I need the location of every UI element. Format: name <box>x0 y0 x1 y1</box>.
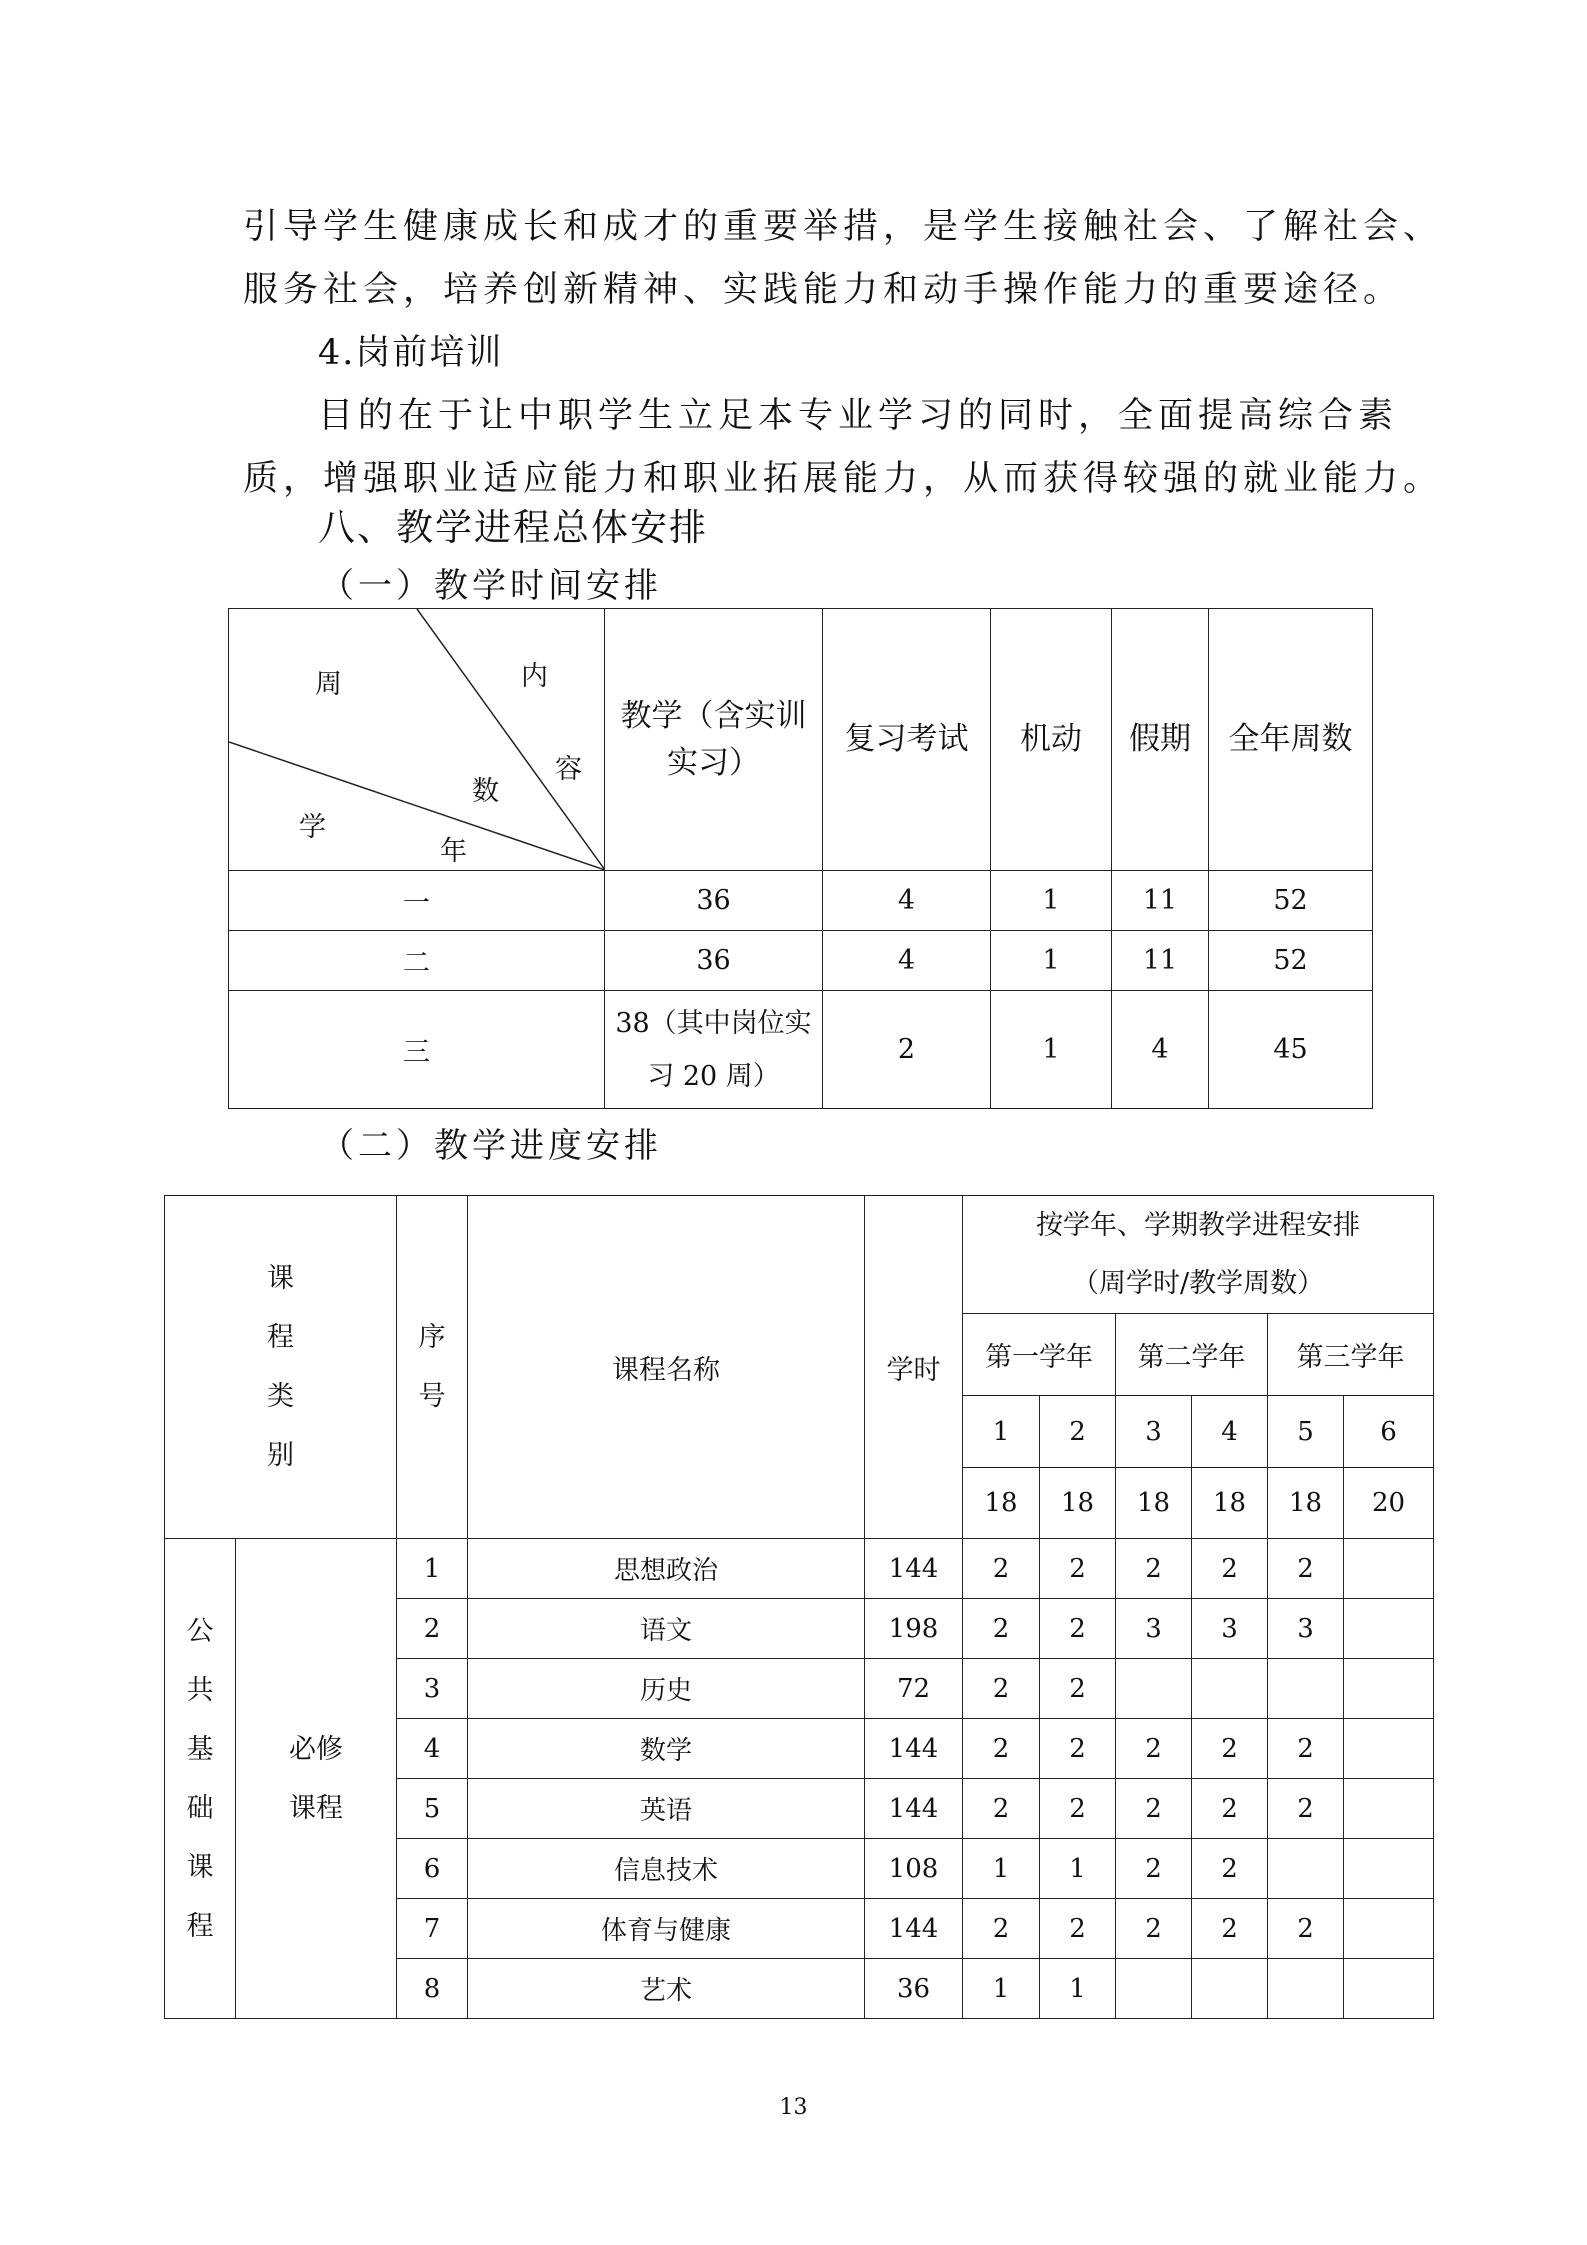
row-term <box>1344 1839 1434 1899</box>
row-name: 语文 <box>468 1599 865 1659</box>
row-term: 2 <box>963 1539 1040 1599</box>
header-weeks: 18 <box>963 1468 1040 1539</box>
teach-cell-line-1: 38（其中岗位实 <box>615 1007 812 1039</box>
header-seq-char: 号 <box>418 1381 446 1412</box>
section-4-line-2: 质，增强职业适应能力和职业拓展能力，从而获得较强的就业能力。 <box>243 459 1444 499</box>
row-hours: 198 <box>865 1599 963 1659</box>
flex-cell: 1 <box>991 871 1112 931</box>
time-table-header-row <box>229 609 1373 871</box>
subsection-2-title: （二）教学进度安排 <box>320 1126 662 1166</box>
row-term: 2 <box>963 1719 1040 1779</box>
corner-label-nian: 年 <box>440 836 467 867</box>
row-term: 2 <box>1268 1779 1344 1839</box>
header-teaching-line-2: 实习） <box>667 744 760 781</box>
row-term <box>1268 1959 1344 2019</box>
section-4-title: 4.岗前培训 <box>318 333 504 373</box>
holiday-cell: 4 <box>1112 991 1209 1109</box>
group-char: 基 <box>186 1733 214 1765</box>
row-term: 1 <box>1040 1839 1116 1899</box>
row-term: 1 <box>1040 1959 1116 2019</box>
row-term <box>1268 1839 1344 1899</box>
teach-cell: 36 <box>605 871 823 931</box>
header-term: 5 <box>1268 1396 1344 1468</box>
row-term: 1 <box>963 1959 1040 2019</box>
row-no: 7 <box>397 1899 468 1959</box>
header-category-char: 类 <box>267 1381 294 1412</box>
header-seq-char: 序 <box>418 1322 446 1353</box>
header-term: 3 <box>1116 1396 1192 1468</box>
row-term: 1 <box>963 1839 1040 1899</box>
teach-cell <box>605 991 823 1109</box>
header-teaching-line-1: 教学（含实训 <box>620 697 807 734</box>
row-term: 2 <box>1040 1899 1116 1959</box>
row-hours: 144 <box>865 1899 963 1959</box>
header-holiday: 假期 <box>1112 609 1209 871</box>
row-term <box>1344 1959 1434 2019</box>
corner-label-shu: 数 <box>472 776 499 807</box>
row-term: 2 <box>1192 1839 1268 1899</box>
time-table-row <box>229 991 1373 1109</box>
header-teaching <box>605 609 823 871</box>
row-no: 3 <box>397 1659 468 1719</box>
exam-cell: 2 <box>823 991 991 1109</box>
row-term: 2 <box>963 1659 1040 1719</box>
row-term: 2 <box>1192 1539 1268 1599</box>
row-name: 体育与健康 <box>468 1899 865 1959</box>
time-table <box>228 608 1373 1109</box>
corner-diagonal-lines <box>229 609 605 870</box>
row-term: 2 <box>1268 1899 1344 1959</box>
teach-cell: 36 <box>605 931 823 991</box>
row-term: 3 <box>1192 1599 1268 1659</box>
corner-label-nei: 内 <box>521 661 548 692</box>
row-hours: 72 <box>865 1659 963 1719</box>
group-public-basic <box>165 1539 236 2019</box>
row-term: 2 <box>1116 1899 1192 1959</box>
group-required-line-2: 课程 <box>289 1792 343 1824</box>
row-no: 5 <box>397 1779 468 1839</box>
row-hours: 144 <box>865 1779 963 1839</box>
header-term: 6 <box>1344 1396 1434 1468</box>
group-char: 公 <box>186 1615 214 1647</box>
subsection-1-title: （一）教学时间安排 <box>320 566 662 606</box>
header-weeks: 18 <box>1116 1468 1192 1539</box>
row-term <box>1344 1539 1434 1599</box>
row-term <box>1344 1719 1434 1779</box>
row-no: 8 <box>397 1959 468 2019</box>
row-term: 3 <box>1116 1599 1192 1659</box>
corner-label-zhou: 周 <box>315 669 342 700</box>
header-flex: 机动 <box>991 609 1112 871</box>
row-term: 2 <box>1192 1899 1268 1959</box>
header-plan <box>963 1196 1434 1314</box>
year-cell: 三 <box>229 991 605 1109</box>
group-char: 课 <box>186 1851 214 1883</box>
row-term <box>1268 1659 1344 1719</box>
row-term: 2 <box>963 1779 1040 1839</box>
header-year-3: 第三学年 <box>1268 1314 1434 1396</box>
row-no: 6 <box>397 1839 468 1899</box>
header-category <box>165 1196 397 1539</box>
year-cell: 一 <box>229 871 605 931</box>
header-year-1: 第一学年 <box>963 1314 1116 1396</box>
row-hours: 144 <box>865 1719 963 1779</box>
row-term: 2 <box>1116 1779 1192 1839</box>
group-required-line-1: 必修 <box>289 1733 343 1765</box>
row-term: 2 <box>1116 1539 1192 1599</box>
row-name: 信息技术 <box>468 1839 865 1899</box>
total-cell: 52 <box>1209 871 1373 931</box>
time-table-row <box>229 931 1373 991</box>
row-term <box>1192 1959 1268 2019</box>
header-course-name: 课程名称 <box>468 1196 865 1539</box>
row-term <box>1192 1659 1268 1719</box>
row-name: 艺术 <box>468 1959 865 2019</box>
row-term: 2 <box>963 1599 1040 1659</box>
teach-cell-line-2: 习 20 周） <box>647 1060 780 1092</box>
flex-cell: 1 <box>991 991 1112 1109</box>
row-no: 1 <box>397 1539 468 1599</box>
row-term: 2 <box>1116 1839 1192 1899</box>
header-total-weeks: 全年周数 <box>1209 609 1373 871</box>
schedule-header-row-1 <box>165 1196 1434 1314</box>
row-no: 2 <box>397 1599 468 1659</box>
time-table-row <box>229 871 1373 931</box>
row-name: 思想政治 <box>468 1539 865 1599</box>
table-row <box>165 1539 1434 1599</box>
header-category-char: 别 <box>267 1440 294 1471</box>
row-term <box>1344 1659 1434 1719</box>
header-exam: 复习考试 <box>823 609 991 871</box>
header-hours: 学时 <box>865 1196 963 1539</box>
row-term: 2 <box>1116 1719 1192 1779</box>
row-term <box>1116 1659 1192 1719</box>
page-number: 13 <box>779 2095 808 2120</box>
row-name: 数学 <box>468 1719 865 1779</box>
row-no: 4 <box>397 1719 468 1779</box>
header-category-char: 程 <box>267 1322 294 1353</box>
total-cell: 45 <box>1209 991 1373 1109</box>
flex-cell: 1 <box>991 931 1112 991</box>
total-cell: 52 <box>1209 931 1373 991</box>
row-term: 2 <box>1192 1779 1268 1839</box>
intro-line-2: 服务社会，培养创新精神、实践能力和动手操作能力的重要途径。 <box>243 270 1404 310</box>
row-term: 2 <box>963 1899 1040 1959</box>
row-term: 2 <box>1268 1539 1344 1599</box>
header-weeks: 18 <box>1040 1468 1116 1539</box>
row-hours: 144 <box>865 1539 963 1599</box>
exam-cell: 4 <box>823 931 991 991</box>
row-name: 历史 <box>468 1659 865 1719</box>
row-term: 2 <box>1268 1719 1344 1779</box>
header-plan-line-1: 按学年、学期教学进程安排 <box>1036 1209 1361 1241</box>
row-term: 2 <box>1192 1719 1268 1779</box>
row-term: 2 <box>1040 1659 1116 1719</box>
corner-label-xue: 学 <box>299 812 326 843</box>
row-term: 2 <box>1040 1779 1116 1839</box>
year-cell: 二 <box>229 931 605 991</box>
header-weeks: 18 <box>1192 1468 1268 1539</box>
row-term: 2 <box>1040 1719 1116 1779</box>
schedule-table <box>164 1195 1434 2019</box>
header-plan-line-2: （周学时/教学周数） <box>1071 1267 1325 1299</box>
row-name: 英语 <box>468 1779 865 1839</box>
header-category-char: 课 <box>267 1263 294 1294</box>
header-term: 2 <box>1040 1396 1116 1468</box>
chapter-8-title: 八、教学进程总体安排 <box>318 506 708 549</box>
corner-label-rong: 容 <box>555 754 582 785</box>
row-hours: 36 <box>865 1959 963 2019</box>
header-year-2: 第二学年 <box>1116 1314 1268 1396</box>
header-weeks: 18 <box>1268 1468 1344 1539</box>
exam-cell: 4 <box>823 871 991 931</box>
row-term <box>1344 1899 1434 1959</box>
row-term <box>1344 1599 1434 1659</box>
header-weeks: 20 <box>1344 1468 1434 1539</box>
row-hours: 108 <box>865 1839 963 1899</box>
row-term <box>1344 1779 1434 1839</box>
header-seq <box>397 1196 468 1539</box>
group-char: 础 <box>186 1792 214 1824</box>
row-term: 3 <box>1268 1599 1344 1659</box>
group-required <box>236 1539 397 2019</box>
group-char: 共 <box>186 1674 214 1706</box>
row-term <box>1116 1959 1192 2019</box>
section-4-line-1: 目的在于让中职学生立足本专业学习的同时，全面提高综合素 <box>318 396 1399 436</box>
intro-line-1: 引导学生健康成长和成才的重要举措，是学生接触社会、了解社会、 <box>243 207 1444 247</box>
holiday-cell: 11 <box>1112 871 1209 931</box>
group-char: 程 <box>186 1910 214 1942</box>
row-term: 2 <box>1040 1599 1116 1659</box>
holiday-cell: 11 <box>1112 931 1209 991</box>
row-term: 2 <box>1040 1539 1116 1599</box>
header-term: 4 <box>1192 1396 1268 1468</box>
time-table-corner-cell <box>229 609 605 871</box>
header-term: 1 <box>963 1396 1040 1468</box>
